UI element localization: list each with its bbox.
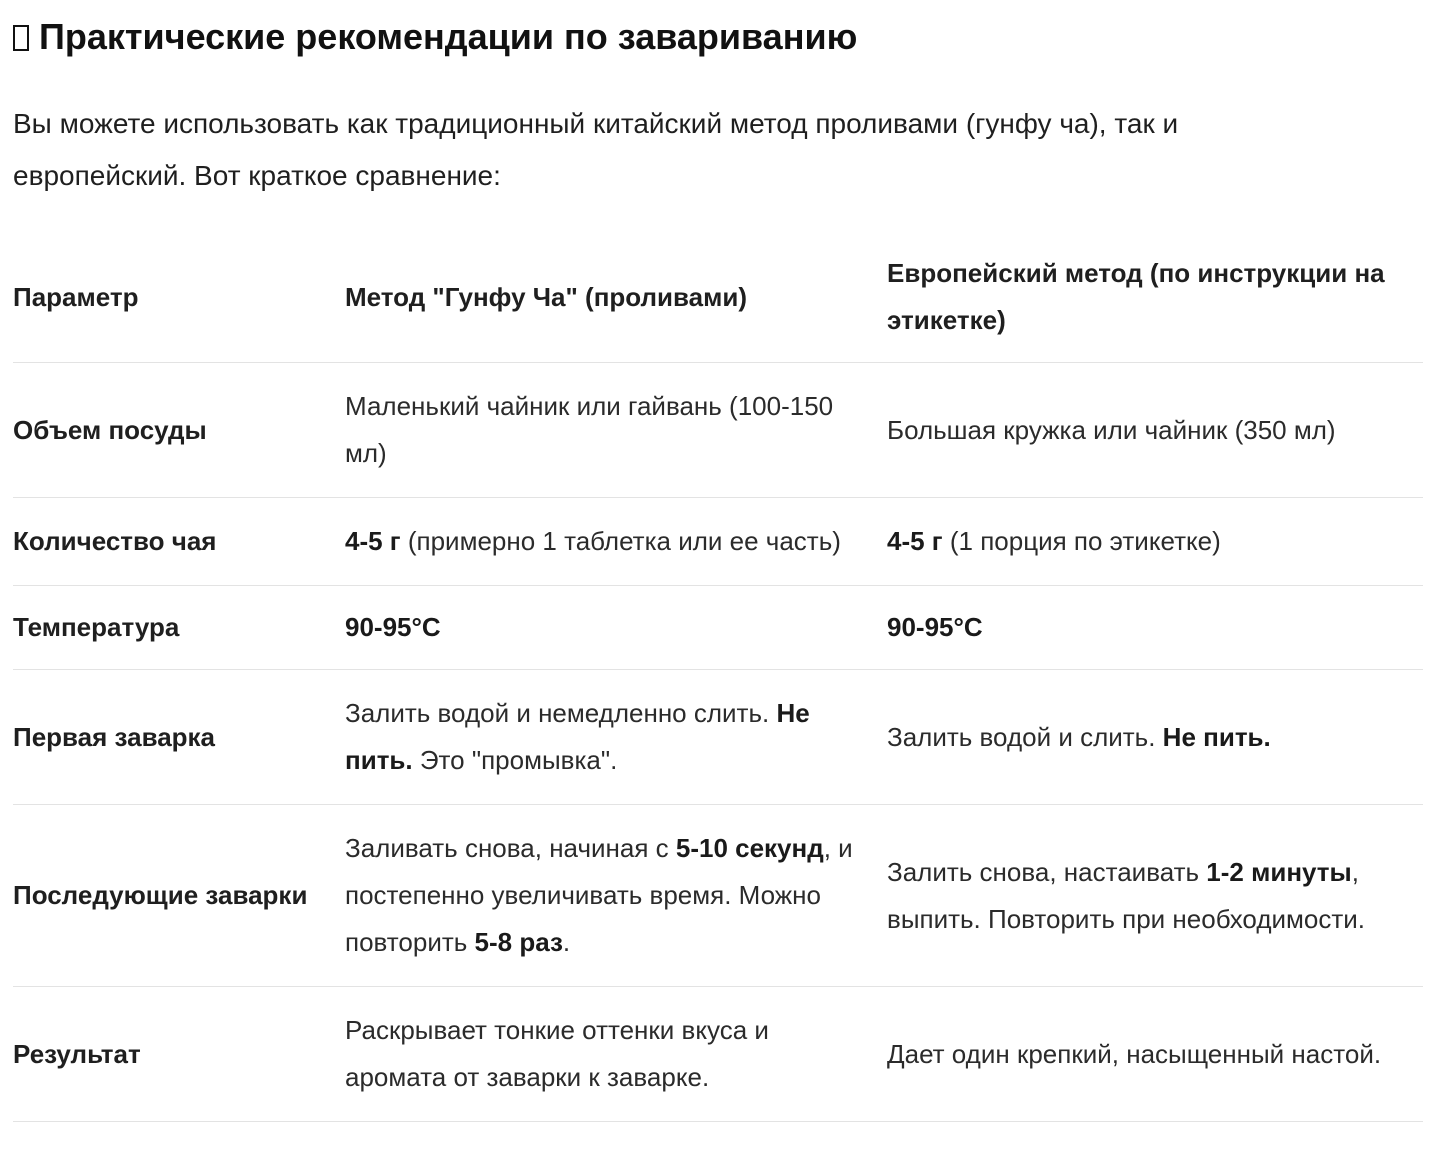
table-row — [13, 805, 1423, 987]
bold-value: 4-5 г — [345, 526, 401, 556]
bold-value: 5-10 секунд — [675, 833, 824, 863]
section-heading-text: Практические рекомендации по завариванию — [39, 16, 858, 57]
cell-text: Это "промывка". — [412, 745, 618, 775]
cell-text: Залить водой и слить. — [887, 721, 1163, 752]
gongfu-cell — [345, 805, 887, 987]
cell-text: Залить водой и немедленно слить. — [345, 698, 777, 728]
table-row — [13, 670, 1423, 805]
cell-text: (1 порция по этикетке) — [942, 526, 1221, 556]
western-cell — [887, 586, 1423, 670]
row-param: Первая заварка — [13, 670, 345, 805]
row-param: Количество чая — [13, 498, 345, 586]
table-header-row — [13, 240, 1423, 363]
table-row — [13, 498, 1423, 586]
table-row — [13, 586, 1423, 670]
bold-value: Не пить. — [345, 698, 810, 775]
gongfu-cell: Маленький чайник или гайвань (100-150 мл) — [345, 363, 887, 498]
western-cell: Дает один крепкий, насыщенный настой. — [887, 987, 1423, 1122]
comparison-table — [13, 240, 1423, 1122]
cell-text: , и постепенно увеличивать время. Можно повторить — [345, 833, 853, 957]
header-parameter: Параметр — [13, 240, 345, 363]
gongfu-cell — [345, 670, 887, 805]
bold-value: 90-95°C — [345, 612, 441, 642]
cell-text: Заливать снова, начиная с — [345, 833, 676, 863]
western-cell — [887, 670, 1423, 805]
row-param: Температура — [13, 586, 345, 670]
western-cell — [887, 498, 1423, 586]
gongfu-cell — [345, 498, 887, 586]
bold-value: Не пить. — [1162, 721, 1271, 752]
cell-text: , выпить. Повторить при необходимости. — [887, 856, 1366, 934]
header-western-method: Европейский метод (по инструкции на этикетке) — [887, 240, 1423, 363]
bold-value: 4-5 г — [887, 526, 943, 556]
cell-text: Залить снова, настаивать — [887, 856, 1207, 887]
header-gongfu-method: Метод "Гунфу Ча" (проливами) — [345, 240, 887, 363]
table-row — [13, 363, 1423, 498]
western-cell: Большая кружка или чайник (350 мл) — [887, 363, 1423, 498]
row-param: Последующие заварки — [13, 805, 345, 987]
bold-value: 90-95°C — [887, 612, 983, 642]
cell-text: (примерно 1 таблетка или ее часть) — [400, 526, 841, 556]
gongfu-cell: Раскрывает тонкие оттенки вкуса и аромата от заварки к заварке. — [345, 987, 887, 1122]
table-row — [13, 987, 1423, 1122]
gongfu-cell — [345, 586, 887, 670]
intro-paragraph: Вы можете использовать как традиционный китайский метод проливами (гунфу ча), так и европейский. Вот краткое сравнение: — [13, 108, 1179, 191]
western-cell — [887, 805, 1423, 987]
bold-value: 1-2 минуты — [1206, 856, 1352, 887]
tea-emoji-icon — [13, 25, 29, 51]
cell-text: . — [562, 927, 571, 957]
bold-value: 5-8 раз — [474, 927, 563, 957]
section-heading — [13, 14, 857, 60]
row-param: Объем посуды — [13, 363, 345, 498]
row-param: Результат — [13, 987, 345, 1122]
